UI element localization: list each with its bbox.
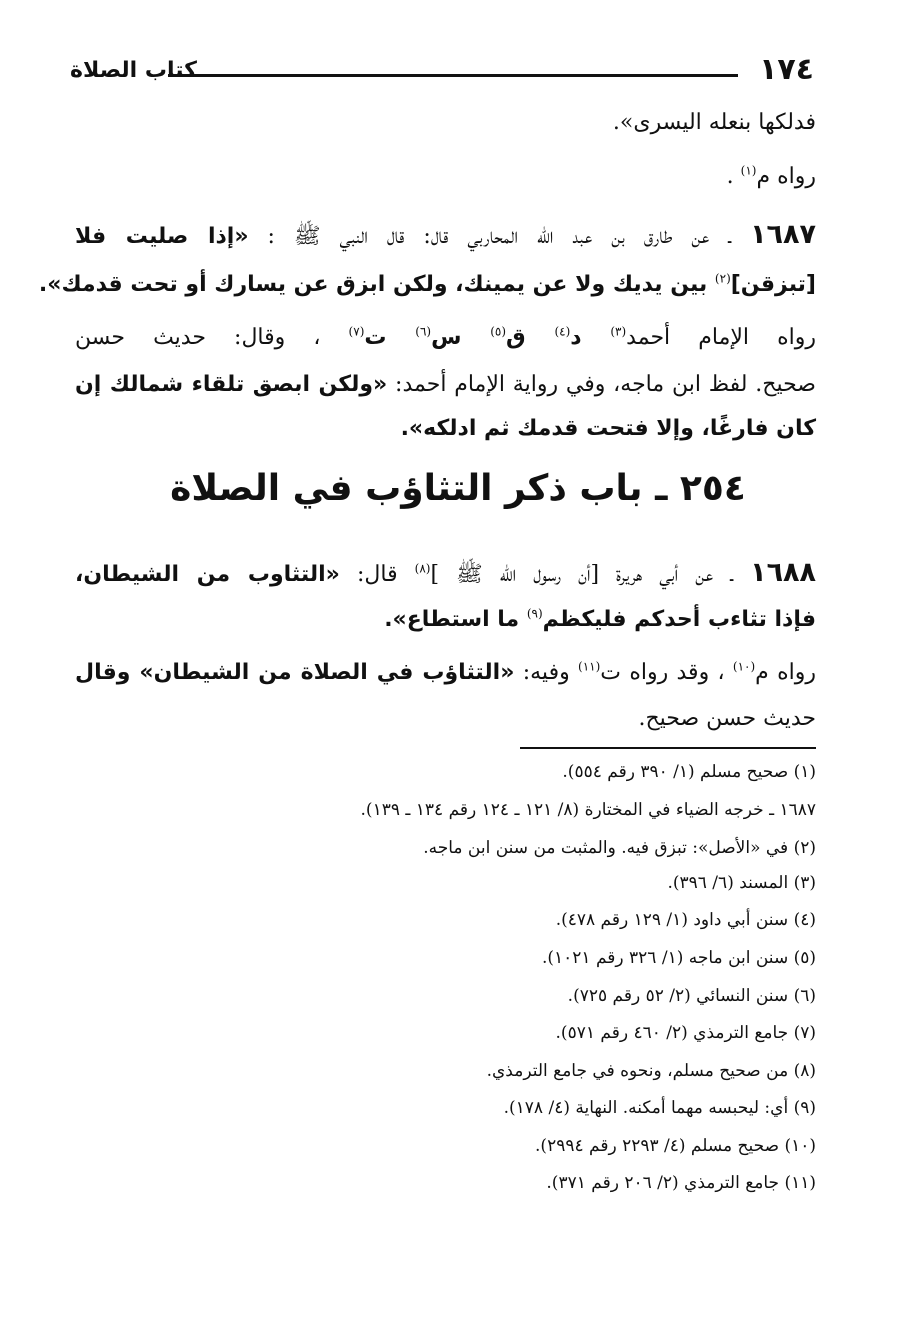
footnote-ref: (٧) (348, 324, 365, 339)
hadith-number: ١٦٨٨ (750, 557, 817, 588)
source-code: ت (364, 325, 416, 350)
text-line-2 (727, 160, 816, 194)
source-code: د (570, 325, 611, 350)
text-segment: رواه الإمام أحمد (626, 325, 816, 350)
footnote: (٣) المسند (٦/ ٣٩٦). (667, 873, 816, 893)
hadith-1688-line-3 (75, 656, 816, 690)
hadith-1687-line-1 (75, 218, 816, 254)
footnote-ref: (٣) (610, 324, 627, 339)
footnote: (٤) سنن أبي داود (١/ ١٢٩ رقم ٤٧٨). (555, 910, 816, 930)
text-segment: ـ عن أبي هريرة [أن رسول اللّه ﷺ ] (430, 562, 751, 587)
hadith-quote: كان فارغًا، وإلا فتحت قدمك ثم ادلكه». (400, 416, 816, 441)
text-segment: وفيه: (514, 660, 579, 685)
footnote: (٢) في «الأصل»: تبزق فيه. والمثبت من سنن ابن ماجه. (423, 838, 816, 858)
footnote: (٦) سنن النسائي (٢/ ٥٢ رقم ٧٢٥). (567, 986, 816, 1006)
footnote-ref: (٨) (414, 561, 431, 576)
footnote-ref: (١٠) (732, 659, 756, 674)
text-segment: وقال (75, 660, 140, 685)
source-code: ق (506, 325, 555, 350)
text-segment: رواه م (755, 660, 816, 685)
hadith-1687-line-4 (75, 368, 816, 402)
text-segment: رواه م (756, 164, 816, 189)
hadith-quote: «التثاؤب في الصلاة من الشيطان» (139, 660, 515, 685)
text-segment: قال: (339, 562, 415, 587)
text-segment: ، وقد رواه ت (600, 660, 733, 685)
hadith-1688-line-1 (75, 556, 816, 592)
footnote-ref: (١١) (578, 659, 601, 674)
footnote: (٥) سنن ابن ماجه (١/ ٣٢٦ رقم ١٠٢١). (541, 948, 816, 968)
hadith-quote: بين يديك ولا عن يمينك، ولكن ابزق عن يسارك أو تحت قدمك». (38, 272, 715, 297)
text-segment: حديث حسن صحيح. (638, 706, 816, 731)
footnote: (١) صحيح مسلم (١/ ٣٩٠ رقم ٥٥٤). (562, 762, 816, 782)
hadith-quote: فإذا تثاءب أحدكم فليكظم (542, 607, 816, 632)
page-header (70, 52, 814, 92)
hadith-1687-line-5 (401, 412, 816, 446)
footnote-ref: (١) (740, 163, 757, 178)
footnote-separator (520, 747, 816, 749)
book-title: كتاب الصلاة (70, 58, 197, 83)
footnote: (٨) من صحيح مسلم، ونحوه في جامع الترمذي. (486, 1061, 816, 1081)
hadith-quote: «التثاوب من الشيطان، (75, 562, 340, 587)
hadith-1687-line-3 (75, 321, 816, 355)
footnote: (١١) جامع الترمذي (٢/ ٢٠٦ رقم ٣٧١). (546, 1173, 816, 1193)
footnote-ref: (٦) (415, 324, 432, 339)
footnote: (٩) أي: ليحبسه مهما أمكنه. النهاية (٤/ ١٧٨). (503, 1098, 816, 1118)
footnote-ref: (٩) (526, 606, 543, 621)
hadith-1687-line-2 (39, 268, 816, 302)
hadith-quote: ما استطاع». (384, 607, 527, 632)
footnote: ١٦٨٧ ـ خرجه الضياء في المختارة (٨/ ١٢١ ـ ١٢٤ رقم ١٣٤ ـ ١٣٩). (360, 800, 816, 820)
source-code: س (431, 325, 491, 350)
page-number: ١٧٤ (759, 52, 814, 87)
hadith-quote: «إذا صليت فلا (75, 224, 249, 249)
text-segment: . (726, 164, 734, 189)
text-segment: فدلكها بنعله اليسرى». (612, 110, 816, 135)
footnote: (١٠) صحيح مسلم (٤/ ٢٢٩٣ رقم ٢٩٩٤). (535, 1136, 816, 1156)
hadith-quote: [تبزقن] (730, 272, 816, 297)
text-segment: ـ عن طارق بن عبد اللّه المحاربي قال: قال النبي ﷺ : (248, 224, 751, 249)
footnote-ref: (٢) (714, 271, 731, 286)
section-heading: ٢٥٤ ـ باب ذكر التثاؤب في الصلاة (170, 468, 746, 509)
text-segment: صحيح. لفظ ابن ماجه، وفي رواية الإمام أحمد: (387, 372, 816, 397)
hadith-1688-line-2 (384, 603, 816, 637)
footnote-ref: (٤) (554, 324, 571, 339)
hadith-number: ١٦٨٧ (750, 219, 816, 250)
header-rule (168, 74, 738, 77)
text-line-1 (613, 106, 816, 140)
footnote-ref: (٥) (490, 324, 507, 339)
text-segment: ، وقال: حديث حسن (75, 325, 349, 350)
hadith-1688-line-4 (638, 702, 816, 736)
hadith-quote: «ولكن ابصق تلقاء شمالك إن (75, 372, 388, 397)
footnote: (٧) جامع الترمذي (٢/ ٤٦٠ رقم ٥٧١). (555, 1023, 816, 1043)
